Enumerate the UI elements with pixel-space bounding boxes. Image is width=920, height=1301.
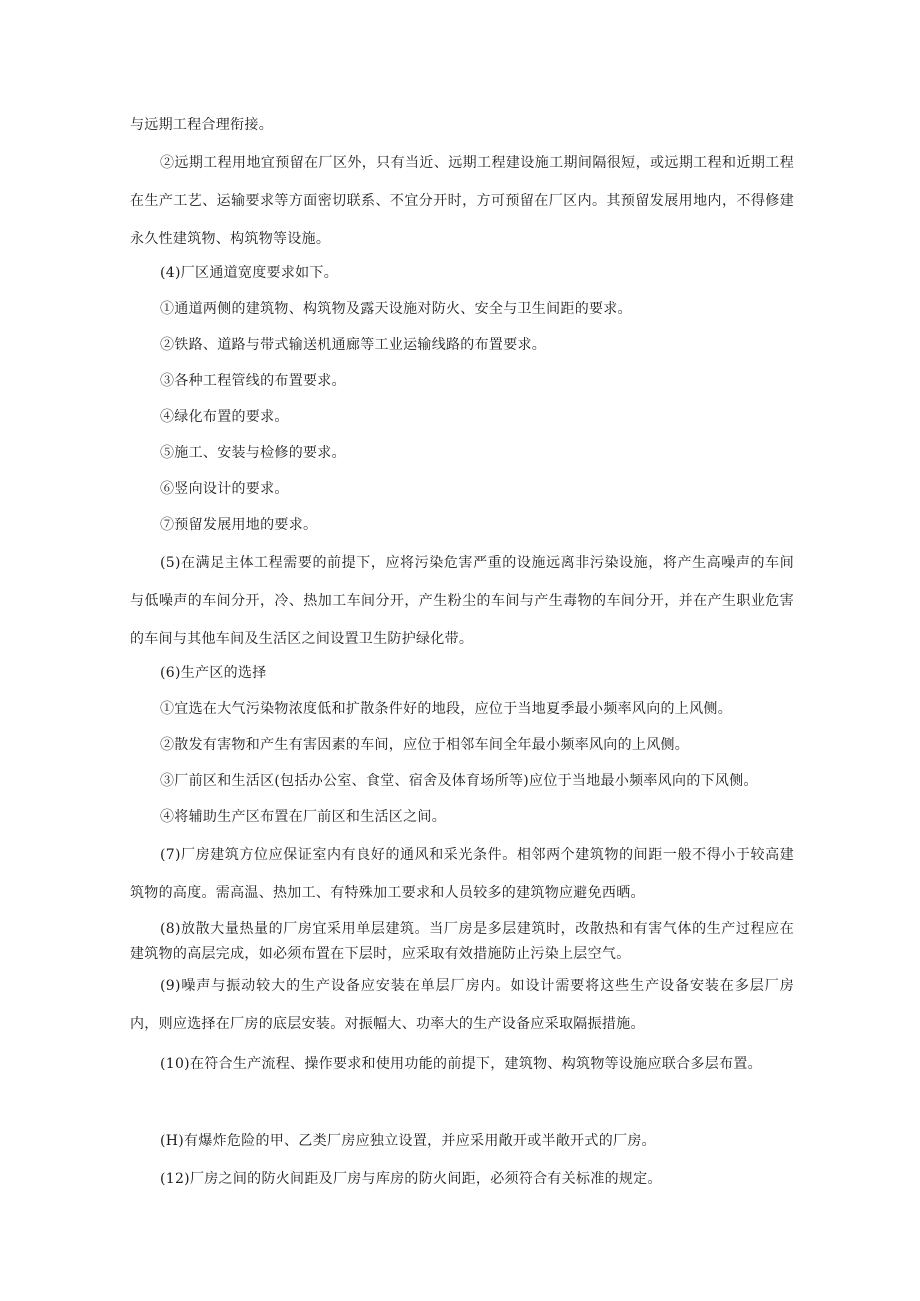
- paragraph-item-10: (10)在符合生产流程、操作要求和使用功能的前提下，建筑物、构筑物等设施应联合多层布置。: [160, 1056, 762, 1072]
- paragraph-item-4-7: ⑦预留发展用地的要求。: [160, 517, 318, 533]
- paragraph-item-9: (9)噪声与振动较大的生产设备应安装在单层厂房内。如设计需要将这些生产设备安装在多层厂房内，则应选择在厂房的底层安装。对振幅大、功率大的生产设备应采取隔振措施。: [130, 978, 794, 1032]
- paragraph-item-4-4: ④绿化布置的要求。: [160, 409, 289, 425]
- paragraph-item-5: (5)在满足主体工程需要的前提下，应将污染危害严重的设施远离非污染设施，将产生高噪声的车间与低噪声的车间分开，冷、热加工车间分开，产生粉尘的车间与产生毒物的车间分开，并在产生职业危害的车间与其他车间及生活区之间设置卫生防护绿化带。: [130, 555, 794, 647]
- paragraph-item-4-5: ⑤施工、安装与检修的要求。: [160, 445, 346, 461]
- paragraph-item-6-heading: (6)生产区的选择: [160, 665, 267, 681]
- paragraph-item-4-2: ②铁路、道路与带式输送机通廊等工业运输线路的布置要求。: [160, 337, 547, 353]
- paragraph-continuation: 与远期工程合理衔接。: [130, 117, 273, 133]
- paragraph-item-8: (8)放散大量热量的厂房宜采用单层建筑。当厂房是多层建筑时，改散热和有害气体的生产过程应在建筑物的高层完成，如必须布置在下层时，应采取有效措施防止污染上层空气。: [130, 921, 794, 962]
- paragraph-item-4-3: ③各种工程管线的布置要求。: [160, 373, 346, 389]
- paragraph-item-4-1: ①通道两侧的建筑物、构筑物及露天设施对防火、安全与卫生间距的要求。: [160, 301, 632, 317]
- paragraph-item-6-1: ①宜选在大气污染物浓度低和扩散条件好的地段，应位于当地夏季最小频率风向的上风侧。: [160, 701, 732, 717]
- paragraph-item-7: (7)厂房建筑方位应保证室内有良好的通风和采光条件。相邻两个建筑物的间距一般不得小于较高建筑物的高度。需高温、热加工、有特殊加工要求和人员较多的建筑物应避免西晒。: [130, 847, 794, 901]
- paragraph-item-11: (H)有爆炸危险的甲、乙类厂房应独立设置，并应采用敞开或半敞开式的厂房。: [160, 1133, 656, 1149]
- paragraph-item-6-2: ②散发有害物和产生有害因素的车间，应位于相邻车间全年最小频率风向的上风侧。: [160, 737, 690, 753]
- paragraph-item-12: (12)厂房之间的防火间距及厂房与库房的防火间距，必须符合有关标准的规定。: [160, 1171, 662, 1187]
- paragraph-item-4-6: ⑥竖向设计的要求。: [160, 481, 289, 497]
- paragraph-item-6-3: ③厂前区和生活区(包括办公室、食堂、宿舍及体育场所等)应位于当地最小频率风向的下风侧。: [160, 773, 758, 789]
- paragraph-reserve-land: ②远期工程用地宜预留在厂区外，只有当近、远期工程建设施工期间隔很短，或远期工程和近期工程在生产工艺、运输要求等方面密切联系、不宜分开时，方可预留在厂区内。其预留发展用地内，不得修建永久性建筑物、构筑物等设施。: [130, 155, 794, 247]
- paragraph-item-4-heading: (4)厂区通道宽度要求如下。: [160, 265, 339, 281]
- paragraph-item-6-4: ④将辅助生产区布置在厂前区和生活区之间。: [160, 809, 446, 825]
